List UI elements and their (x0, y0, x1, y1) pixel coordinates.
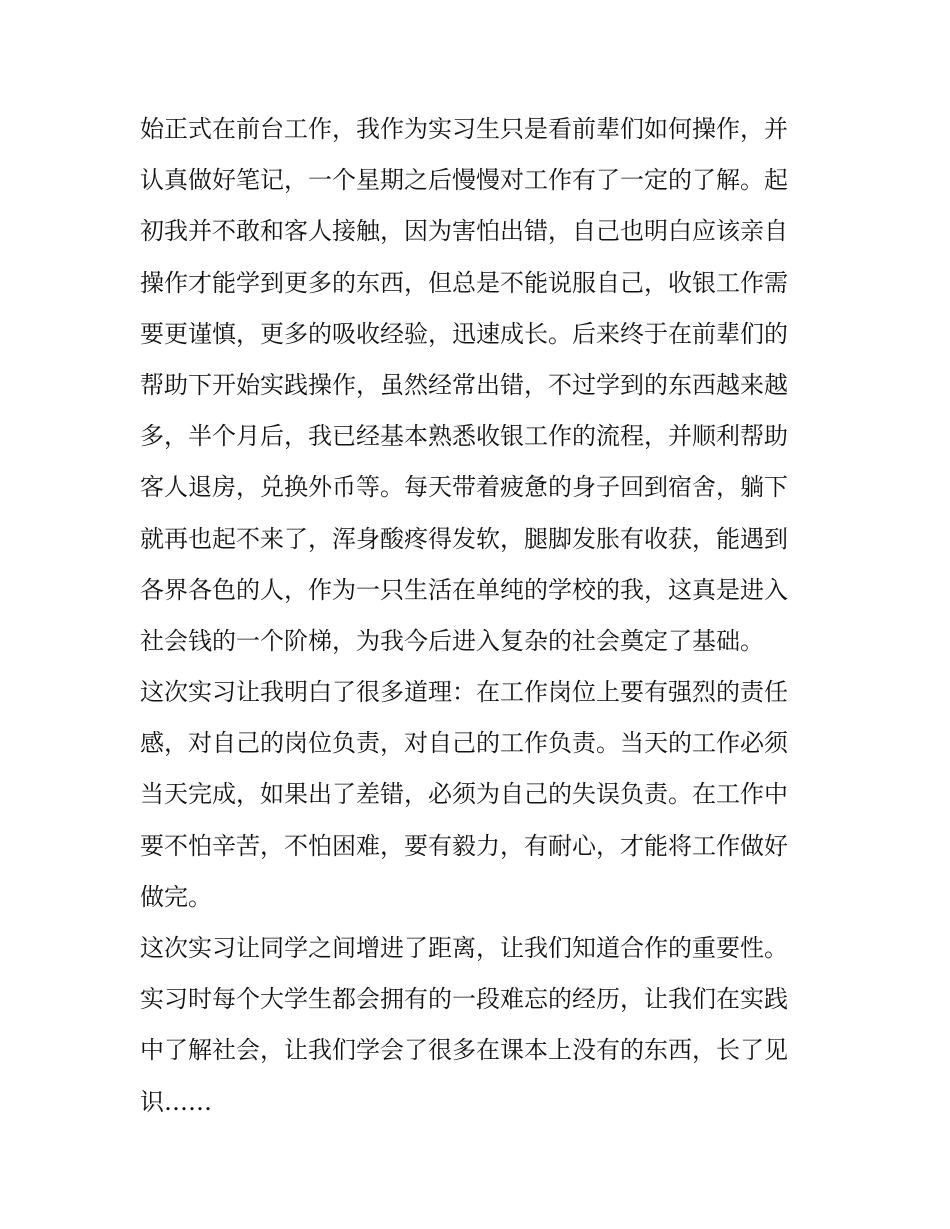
text-line: 操作才能学到更多的东西，但总是不能说服自己，收银工作需 (140, 268, 788, 297)
text-line: 多，半个月后，我已经基本熟悉收银工作的流程，并顺利帮助 (140, 422, 788, 451)
text-line: 感，对自己的岗位负责，对自己的工作负责。当天的工作必须 (140, 729, 788, 758)
text-line: 要不怕辛苦，不怕困难，要有毅力，有耐心，才能将工作做好 (140, 831, 788, 860)
text-line: 识…… (140, 1087, 212, 1116)
text-line: 实习时每个大学生都会拥有的一段难忘的经历，让我们在实践 (140, 985, 788, 1014)
text-line: 初我并不敢和客人接触，因为害怕出错，自己也明白应该亲自 (140, 217, 788, 246)
text-line: 做完。 (140, 882, 212, 911)
text-line: 这次实习让同学之间增进了距离，让我们知道合作的重要性。 (140, 934, 788, 962)
text-line: 中了解社会，让我们学会了很多在课本上没有的东西，长了见 (140, 1036, 788, 1065)
text-line: 就再也起不来了，浑身酸疼得发软，腿脚发胀有收获，能遇到 (140, 524, 788, 553)
body-text (140, 104, 820, 1128)
text-line: 各界各色的人，作为一只生活在单纯的学校的我，这真是进入 (140, 575, 788, 604)
text-line: 客人退房，兑换外币等。每天带着疲惫的身子回到宿舍，躺下 (140, 473, 788, 502)
text-line: 社会钱的一个阶梯，为我今后进入复杂的社会奠定了基础。 (140, 626, 764, 655)
text-line: 帮助下开始实践操作，虽然经常出错，不过学到的东西越来越 (140, 370, 788, 399)
text-line: 这次实习让我明白了很多道理：在工作岗位上要有强烈的责任 (140, 678, 788, 707)
text-line: 要更谨慎，更多的吸收经验，迅速成长。后来终于在前辈们的 (140, 319, 788, 348)
text-line: 始正式在前台工作，我作为实习生只是看前辈们如何操作，并 (140, 115, 788, 143)
text-line: 当天完成，如果出了差错，必须为自己的失误负责。在工作中 (140, 780, 788, 809)
text-line: 认真做好笔记，一个星期之后慢慢对工作有了一定的了解。起 (140, 166, 788, 195)
